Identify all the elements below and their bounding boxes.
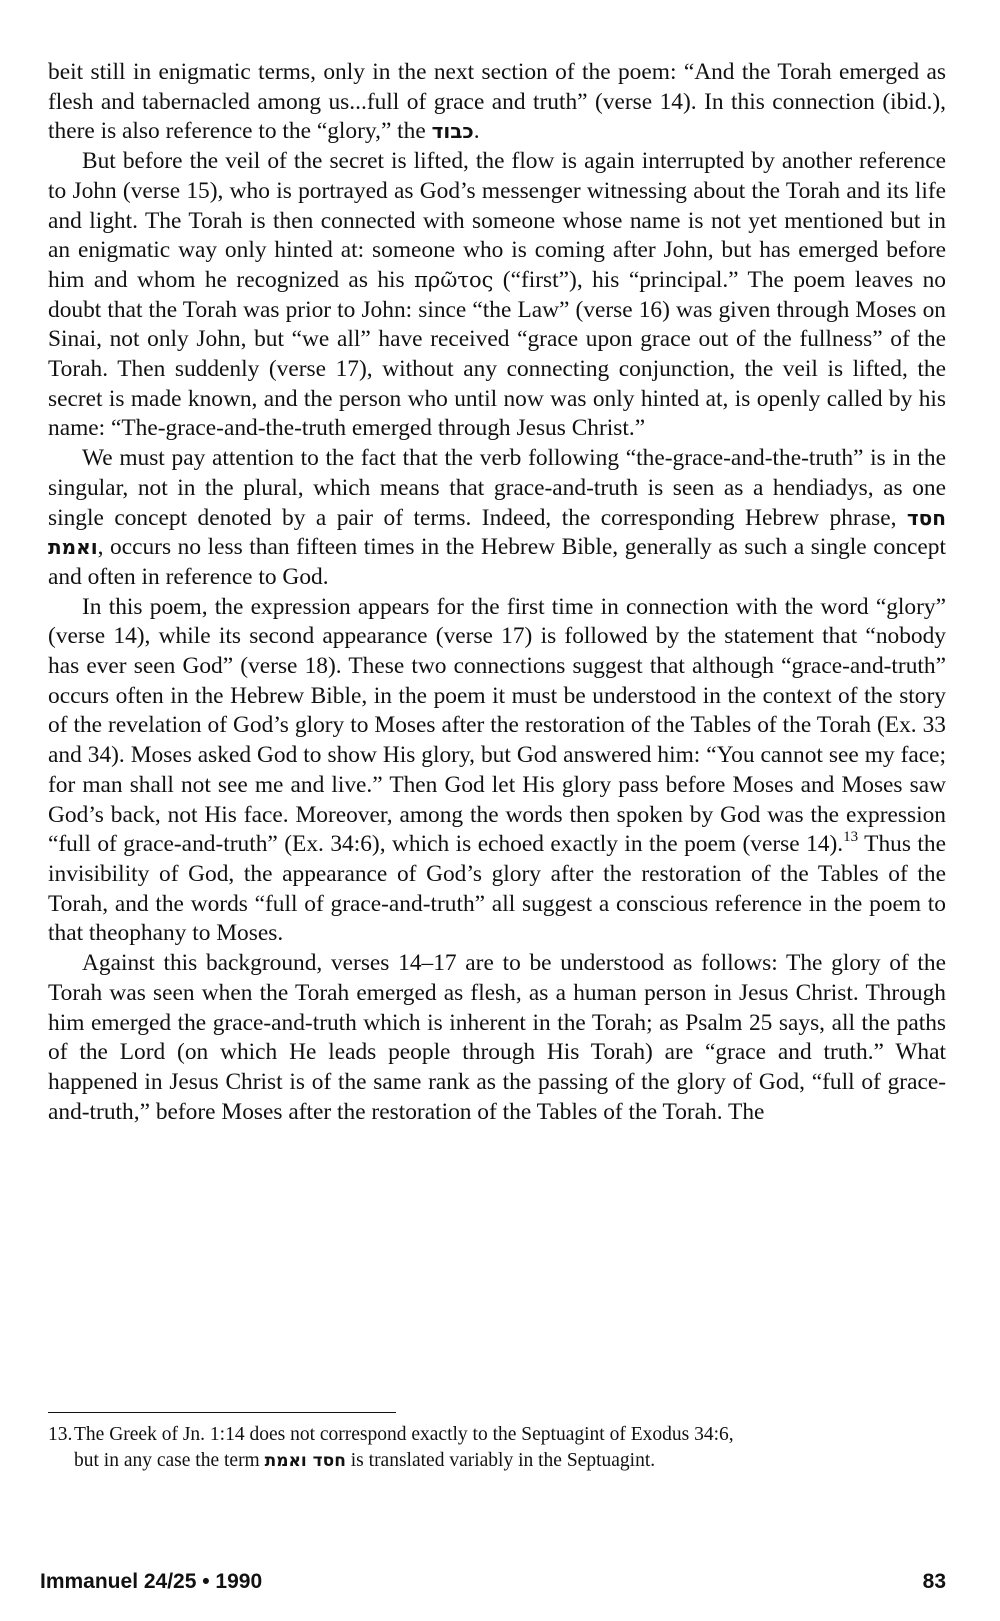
paragraph-text: (“first”), his “principal.” The poem leaves no doubt that the Torah was prior to John: since “the Law” (verse 16) was given through Moses on Sinai, not only John, but “we all” have received “grace upon grace out of the fullness” of the Torah. Then suddenly (verse 17), without any connecting conjunction, the veil is lifted, the secret is made known, and the person who until now was only hinted at, is openly called by his name: “The-grace-and-the-truth emerged through Jesus Christ.” xyxy=(48,266,947,442)
paragraph-text: Thus the invisibility of God, the appearance of God’s glory after the restoration of the Tables of the Torah, and the words “full of grace-and-truth” all suggest a conscious reference in the poem to that theophany to Moses. xyxy=(48,831,946,947)
body-text xyxy=(48,58,946,1127)
hebrew-phrase: חסד ואמת xyxy=(48,505,946,560)
paragraph-text: But before the veil of the secret is lifted, the flow is again interrupted by another reference to John (verse 15), who is portrayed as God’s messenger witnessing about the Torah and its life and light. The Torah is then connected with someone whose name is not yet mentioned but in an enigmatic way only hinted at: someone who is coming after John, but has emerged before him and whom he recognized as his xyxy=(48,148,946,293)
paragraph-text: , occurs no less than fifteen times in the Hebrew Bible, generally as such a single concept and often in reference to God. xyxy=(48,534,946,590)
footnote xyxy=(48,1422,946,1474)
hebrew-word: כבוד xyxy=(431,119,474,144)
footnote-line-1 xyxy=(48,1422,946,1448)
footnote-text: is translated variably in the Septuagint. xyxy=(345,1450,656,1471)
paragraph-5 xyxy=(48,949,946,1127)
paragraph-text: beit still in enigmatic terms, only in the next section of the poem: “And the Torah emerged as flesh and tabernacled among us...full of grace and truth” (verse 14). In this connection (ibid.), there is also reference to the “glory,” the xyxy=(48,59,946,145)
greek-word: πρῶτος xyxy=(414,267,494,292)
paragraph-1 xyxy=(48,58,946,147)
footnote-divider xyxy=(48,1412,396,1413)
page-number: 83 xyxy=(922,1570,946,1593)
paragraph-text: . xyxy=(473,118,480,145)
footnote-reference[interactable]: 13 xyxy=(843,829,859,846)
paragraph-3 xyxy=(48,444,946,593)
footnote-text: but in any case the term xyxy=(74,1450,265,1471)
page-footer xyxy=(40,1570,946,1594)
paragraph-text: We must pay attention to the fact that the verb following “the-grace-and-the-truth” is in the singular, not in the plural, which means that grace-and-truth is seen as a hendiadys, as one single concept denoted by a pair of terms. Indeed, the corresponding Hebrew phrase, xyxy=(48,445,946,531)
footnote-line-2 xyxy=(48,1448,946,1474)
paragraph-4 xyxy=(48,593,946,949)
hebrew-phrase: חסד ואמת xyxy=(264,1451,346,1471)
paragraph-text: Against this background, verses 14–17 are to be understood as follows: The glory of the Torah was seen when the Torah emerged as flesh, as a human person in Jesus Christ. Through him emerged the grace-and-truth which is inherent in the Torah; as Psalm 25 says, all the paths of the Lord (on which He leads people through His Torah) are “grace and truth.” What happened in Jesus Christ is of the same rank as the passing of the glory of God, “full of grace-and-truth,” before Moses after the restoration of the Tables of the Torah. The xyxy=(48,950,946,1125)
paragraph-2 xyxy=(48,147,946,444)
footnote-text: The Greek of Jn. 1:14 does not correspond exactly to the Septuagint of Exodus 34:6, xyxy=(74,1424,734,1445)
journal-citation: Immanuel 24/25 • 1990 xyxy=(40,1570,263,1593)
paragraph-text: In this poem, the expression appears for the first time in connection with the word “glory” (verse 14), while its second appearance (verse 17) is followed by the statement that “nobody has ever seen God” (verse 18). These two connections suggest that although “grace-and-truth” occurs often in the Hebrew Bible, in the poem it must be understood in the context of the story of the revelation of God’s glory to Moses after the restoration of the Tables of the Torah (Ex. 33 and 34). Moses asked God to show His glory, but God answered him: “You cannot see my face; for man shall not see me and live.” Then God let His glory pass before Moses and Moses saw God’s back, not His face. Moreover, among the words then spoken by God was the expression “full of grace-and-truth” (Ex. 34:6), which is echoed exactly in the poem (verse 14). xyxy=(48,593,946,858)
footnote-number: 13. xyxy=(48,1424,73,1445)
